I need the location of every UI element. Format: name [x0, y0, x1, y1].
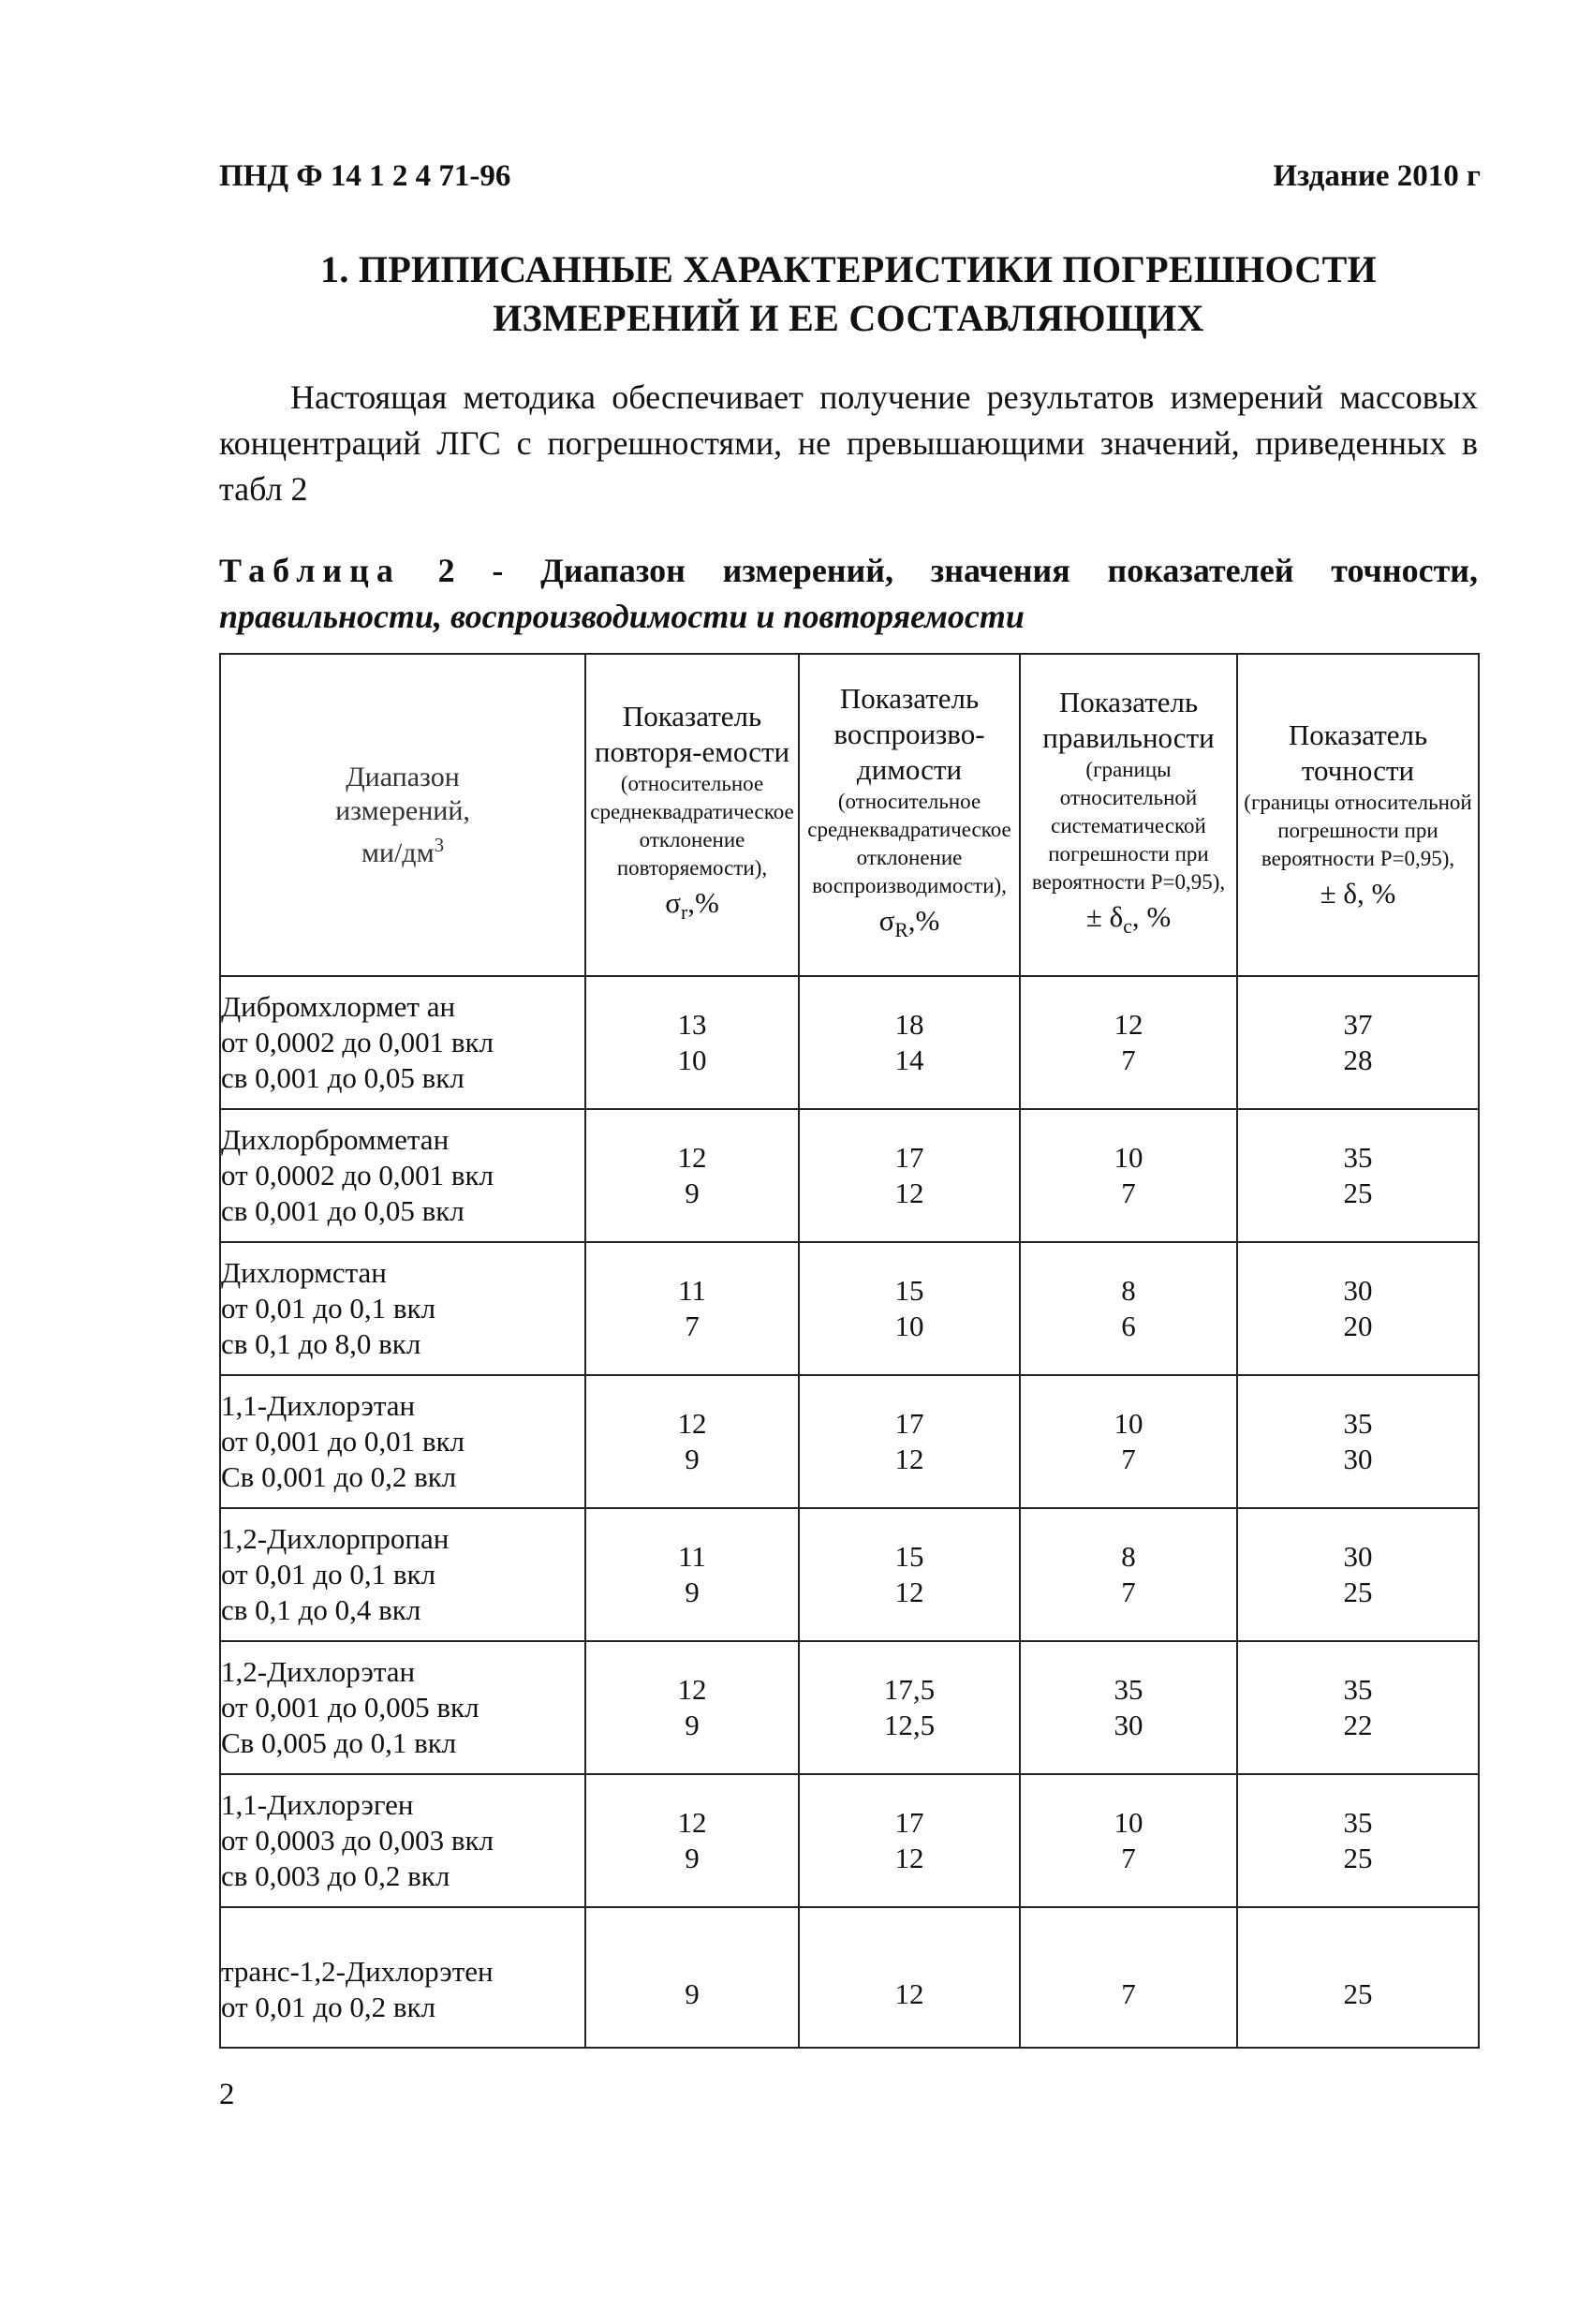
value-2: 14 [894, 1044, 924, 1076]
value-1: 10 [1114, 1407, 1143, 1440]
intro-paragraph [219, 375, 1478, 512]
substance-name: 1,1-Дихлорэтан [221, 1389, 416, 1422]
value-2: 10 [894, 1310, 924, 1342]
table-row [220, 976, 1479, 1109]
value-2: 30 [1114, 1709, 1143, 1741]
range-line-1: от 0,01 до 0,2 вкл [221, 1991, 436, 2023]
range-line-1: от 0,01 до 0,1 вкл [221, 1292, 436, 1325]
reproducibility-cell [799, 976, 1020, 1109]
value-1: 11 [678, 1540, 706, 1573]
value-2: 9 [685, 1842, 700, 1874]
value-1: 11 [678, 1274, 706, 1307]
reproducibility-cell [799, 1641, 1020, 1774]
substance-name: Дихлормстан [221, 1256, 387, 1289]
header-repeatability-title: Показатель повторя-емости [594, 699, 790, 768]
range-line-2: св 0,1 до 8,0 вкл [221, 1327, 421, 1360]
value-1: 18 [894, 1008, 924, 1041]
value-1: 25 [1343, 1977, 1373, 2010]
accuracy-cell [1237, 1774, 1479, 1907]
accuracy-cell [1237, 1641, 1479, 1774]
value-2: 28 [1343, 1044, 1373, 1076]
header-accuracy [1237, 654, 1479, 976]
range-line-2: св 0,001 до 0,05 вкл [221, 1194, 465, 1227]
reproducibility-cell [799, 1242, 1020, 1375]
correctness-cell [1020, 1907, 1237, 2048]
table-row [220, 1907, 1479, 2048]
range-line-2: св 0,003 до 0,2 вкл [221, 1859, 450, 1892]
range-line-1: от 0,01 до 0,1 вкл [221, 1558, 436, 1591]
value-1: 15 [894, 1540, 924, 1573]
value-1: 12 [677, 1806, 707, 1839]
value-1: 10 [1114, 1806, 1143, 1839]
value-2: 25 [1343, 1576, 1373, 1608]
section-title-line2: ИЗМЕРЕНИЙ И ЕЕ СОСТАВЛЯЮЩИХ [493, 297, 1204, 339]
value-1: 10 [1114, 1141, 1143, 1174]
header-correctness-title: Показатель правильности [1042, 685, 1215, 754]
header-repeatability-symbol: $\sigma_r,\%$ [665, 885, 719, 925]
header-reproducibility-title: Показатель воспроизво-димости [833, 681, 985, 786]
reproducibility-cell [799, 1907, 1020, 2048]
repeatability-cell [585, 1242, 799, 1375]
value-1: 17 [894, 1141, 924, 1174]
section-title [219, 245, 1478, 343]
value-2: 7 [1121, 1842, 1136, 1874]
value-1: 7 [1121, 1977, 1136, 2010]
value-2: 9 [685, 1443, 700, 1475]
header-range-line1: Диапазон [346, 761, 460, 792]
header-correctness [1020, 654, 1237, 976]
value-2: 12 [894, 1443, 924, 1475]
accuracy-cell [1237, 1375, 1479, 1508]
value-1: 35 [1343, 1407, 1373, 1440]
intro-text: Настоящая методика обеспечивает получение результатов измерений массовых концентраций ЛГС с погрешностями, не превышающими значений, приведенных в табл 2 [219, 378, 1478, 508]
header-reproducibility [799, 654, 1020, 976]
value-1: 13 [677, 1008, 707, 1041]
header-reproducibility-symbol: $\sigma_R,\%$ [878, 903, 940, 942]
correctness-cell [1020, 976, 1237, 1109]
value-1: 30 [1343, 1274, 1373, 1307]
value-2: 12 [894, 1177, 924, 1209]
value-1: 12 [894, 1977, 924, 2010]
accuracy-cell [1237, 1109, 1479, 1242]
value-1: 35 [1114, 1673, 1143, 1706]
row-substance-cell [220, 1907, 585, 2048]
value-1: 35 [1343, 1673, 1373, 1706]
repeatability-cell [585, 976, 799, 1109]
row-substance-cell [220, 1508, 585, 1641]
table-caption-line2: правильности, воспроизводимости и повторяемости [219, 598, 1025, 635]
header-correctness-desc: (границы относительной систематической погрешности при вероятности Р=0,95), [1031, 757, 1226, 894]
reproducibility-cell [799, 1109, 1020, 1242]
value-2: 9 [685, 1177, 700, 1209]
header-accuracy-title: Показатель точности [1288, 718, 1428, 787]
repeatability-cell [585, 1109, 799, 1242]
repeatability-cell [585, 1508, 799, 1641]
reproducibility-cell [799, 1375, 1020, 1508]
value-2: 12,5 [883, 1709, 936, 1741]
value-1: 35 [1343, 1141, 1373, 1174]
section-title-line1: 1. ПРИПИСАННЫЕ ХАРАКТЕРИСТИКИ ПОГРЕШНОСТИ [320, 248, 1377, 290]
value-2: 20 [1343, 1310, 1373, 1342]
row-substance-cell [220, 1109, 585, 1242]
correctness-cell [1020, 1375, 1237, 1508]
table-row [220, 1375, 1479, 1508]
value-1: 15 [894, 1274, 924, 1307]
value-1: 12 [677, 1407, 707, 1440]
row-substance-cell [220, 1774, 585, 1907]
value-1: 17,5 [883, 1673, 936, 1706]
correctness-cell [1020, 1641, 1237, 1774]
table-caption-title: 2 - Диапазон измерений, значения показателей точности, [437, 552, 1479, 589]
header-accuracy-desc: (границы относительной погрешности при вероятности Р=0,95), [1244, 791, 1472, 870]
table-caption [219, 548, 1478, 640]
value-2: 7 [1121, 1443, 1136, 1475]
value-2: 9 [685, 1709, 700, 1741]
repeatability-cell [585, 1907, 799, 2048]
range-line-1: от 0,0002 до 0,001 вкл [221, 1026, 494, 1058]
table-row [220, 1242, 1479, 1375]
value-2: 10 [677, 1044, 707, 1076]
value-2: 25 [1343, 1842, 1373, 1874]
value-1: 37 [1343, 1008, 1373, 1041]
table-caption-prefix: Таблица [219, 552, 401, 589]
value-1: 35 [1343, 1806, 1373, 1839]
value-2: 9 [685, 1576, 700, 1608]
value-2: 7 [1121, 1177, 1136, 1209]
range-line-1: от 0,001 до 0,01 вкл [221, 1425, 465, 1458]
substance-name: 1,2-Дихлорпропан [221, 1522, 450, 1555]
table-row [220, 1109, 1479, 1242]
value-1: 8 [1121, 1540, 1136, 1573]
header-range-unit: $ми/дм^3$ [361, 833, 445, 868]
substance-name: Дибромхлормет ан [221, 990, 456, 1023]
value-2: 22 [1343, 1709, 1373, 1741]
correctness-cell [1020, 1109, 1237, 1242]
substance-name: 1,1-Дихлорэген [221, 1788, 414, 1821]
accuracy-cell [1237, 976, 1479, 1109]
value-1: 9 [685, 1977, 700, 2010]
page-number: 2 [219, 2078, 235, 2111]
substance-name: транс-1,2-Дихлорэтен [221, 1955, 494, 1988]
value-1: 8 [1121, 1274, 1136, 1307]
row-substance-cell [220, 1641, 585, 1774]
header-repeatability-desc: (относительное среднеквадратическое отклонение повторяемости), [590, 771, 794, 880]
table-row [220, 1508, 1479, 1641]
value-1: 17 [894, 1806, 924, 1839]
range-line-2: Св 0,005 до 0,1 вкл [221, 1726, 457, 1759]
range-line-1: от 0,0002 до 0,001 вкл [221, 1159, 494, 1192]
reproducibility-cell [799, 1508, 1020, 1641]
value-2: 30 [1343, 1443, 1373, 1475]
accuracy-cell [1237, 1242, 1479, 1375]
range-line-2: Св 0,001 до 0,2 вкл [221, 1460, 457, 1493]
value-2: 25 [1343, 1177, 1373, 1209]
reproducibility-cell [799, 1774, 1020, 1907]
header-accuracy-symbol: ± δ, % [1320, 877, 1396, 910]
range-line-2: св 0,001 до 0,05 вкл [221, 1061, 465, 1094]
accuracy-cell [1237, 1508, 1479, 1641]
value-2: 12 [894, 1842, 924, 1874]
value-2: 12 [894, 1576, 924, 1608]
header-reproducibility-desc: (относительное среднеквадратическое отклонение воспроизводимости), [807, 789, 1011, 897]
substance-name: Дихлорбромметан [221, 1123, 450, 1156]
value-1: 30 [1343, 1540, 1373, 1573]
value-2: 6 [1121, 1310, 1136, 1342]
header-repeatability [585, 654, 799, 976]
range-line-1: от 0,001 до 0,005 вкл [221, 1691, 479, 1724]
range-line-1: от 0,0003 до 0,003 вкл [221, 1824, 494, 1857]
value-2: 7 [685, 1310, 700, 1342]
header-range-line2: измерений, [335, 794, 470, 826]
correctness-cell [1020, 1774, 1237, 1907]
range-line-2: св 0,1 до 0,4 вкл [221, 1593, 421, 1626]
edition-label: Издание 2010 г [1273, 159, 1481, 193]
table-row [220, 1774, 1479, 1907]
accuracy-cell [1237, 1907, 1479, 2048]
correctness-cell [1020, 1242, 1237, 1375]
repeatability-cell [585, 1774, 799, 1907]
value-2: 7 [1121, 1576, 1136, 1608]
repeatability-cell [585, 1641, 799, 1774]
value-2: 7 [1121, 1044, 1136, 1076]
correctness-cell [1020, 1508, 1237, 1641]
value-1: 12 [677, 1141, 707, 1174]
substance-name: 1,2-Дихлорэтан [221, 1655, 416, 1688]
value-1: 17 [894, 1407, 924, 1440]
row-substance-cell [220, 976, 585, 1109]
row-substance-cell [220, 1242, 585, 1375]
error-characteristics-table [219, 653, 1480, 2049]
header-correctness-symbol: ± $\delta_c$, % [1085, 899, 1172, 939]
header-range [220, 654, 585, 976]
repeatability-cell [585, 1375, 799, 1508]
document-code: ПНД Ф 14 1 2 4 71-96 [219, 159, 511, 193]
table-row [220, 1641, 1479, 1774]
row-substance-cell [220, 1375, 585, 1508]
value-1: 12 [1114, 1008, 1143, 1041]
value-1: 12 [677, 1673, 707, 1706]
